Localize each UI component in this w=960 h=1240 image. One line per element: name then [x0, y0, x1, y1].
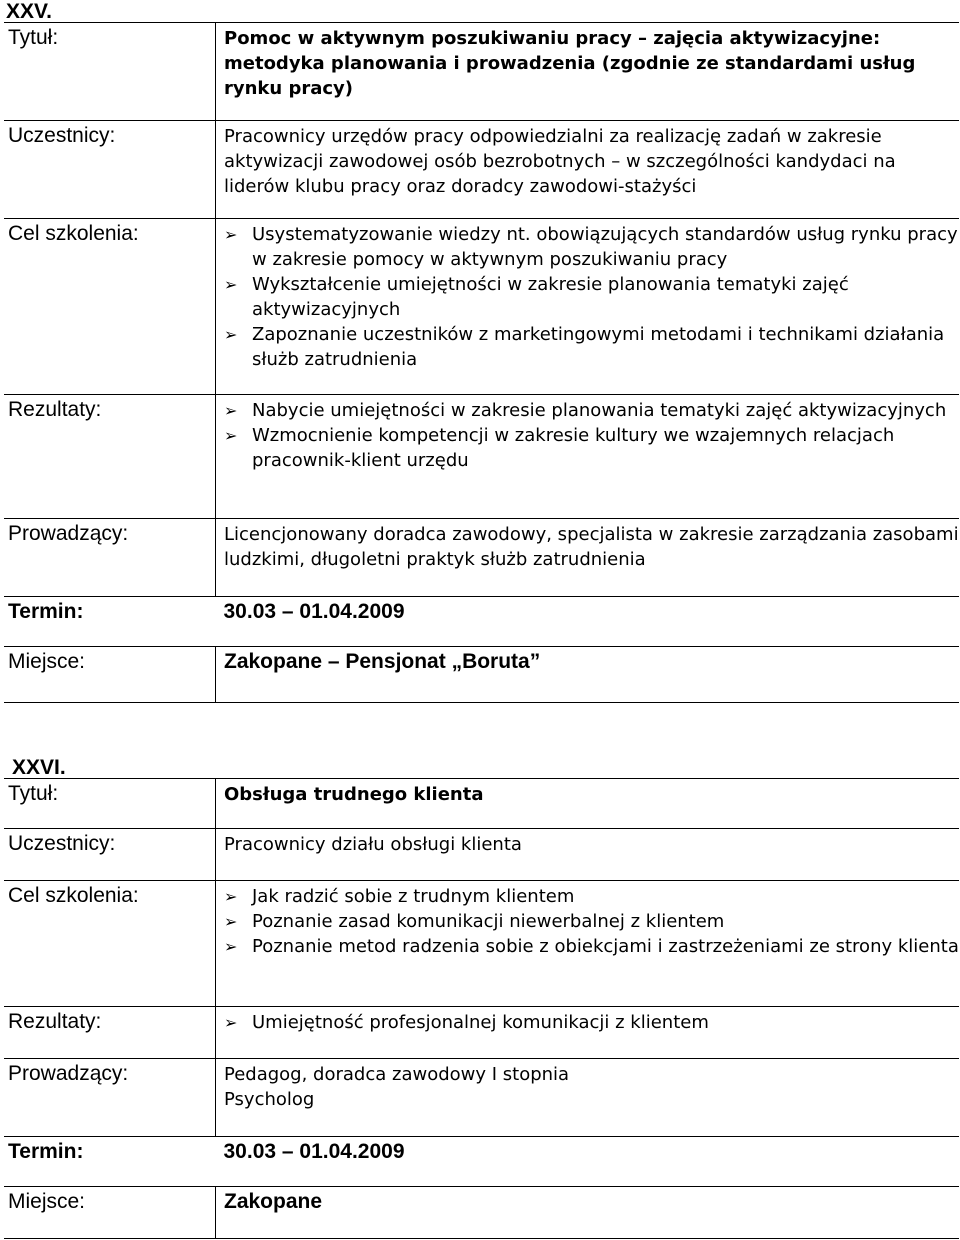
goal-item: ➢ Wykształcenie umiejętności w zakresie planowania tematyki zajęć aktywizacyjnych	[224, 274, 849, 320]
participants-label: Uczestnicy:	[4, 121, 216, 219]
place-label: Miejsce:	[4, 647, 216, 703]
arrow-bullet-icon: ➢	[224, 325, 238, 344]
leader-label: Prowadzący:	[4, 519, 216, 597]
title-label: Tytuł:	[4, 779, 216, 829]
results-label: Rezultaty:	[4, 395, 216, 519]
goal-item: ➢ Usystematyzowanie wiedzy nt. obowiązujących standardów usług rynku pracy w zakresie pomocy w aktywnym poszukiwaniu pracy	[224, 224, 958, 270]
results-list	[224, 398, 959, 473]
result-item: ➢ Nabycie umiejętności w zakresie planowania tematyki zajęć aktywizacyjnych	[224, 400, 947, 421]
leader-label: Prowadzący:	[4, 1059, 216, 1137]
results-list-cell	[216, 1007, 960, 1059]
arrow-bullet-icon: ➢	[224, 937, 238, 956]
results-label: Rezultaty:	[4, 1007, 216, 1059]
result-item: ➢ Wzmocnienie kompetencji w zakresie kultury we wzajemnych relacjach pracownik-klient urzędu	[224, 425, 895, 471]
goal-list	[224, 884, 959, 959]
participants-text: Pracownicy działu obsługi klienta	[224, 834, 522, 855]
date-value: 30.03 – 01.04.2009	[223, 1140, 405, 1163]
title-label: Tytuł:	[4, 23, 216, 121]
arrow-bullet-icon: ➢	[224, 275, 238, 294]
arrow-bullet-icon: ➢	[224, 426, 238, 445]
goal-list-cell	[216, 881, 960, 1007]
goal-item: ➢ Poznanie zasad komunikacji niewerbalnej z klientem	[224, 911, 725, 932]
section-number: XXV.	[6, 0, 52, 23]
participants-label: Uczestnicy:	[4, 829, 216, 881]
leader-line: Psycholog	[224, 1089, 315, 1110]
place-value: Zakopane – Pensjonat „Boruta”	[224, 650, 541, 673]
course-table-xxvi	[4, 778, 959, 1239]
goal-item: ➢ Poznanie metod radzenia sobie z obiekcjami i zastrzeżeniami ze strony klienta	[224, 936, 959, 957]
goal-label: Cel szkolenia:	[4, 881, 216, 1007]
date-label: Termin:	[8, 600, 84, 623]
arrow-bullet-icon: ➢	[224, 1013, 238, 1032]
leader-cell	[216, 1059, 960, 1137]
place-label: Miejsce:	[4, 1187, 216, 1239]
arrow-bullet-icon: ➢	[224, 225, 238, 244]
section-number: XXVI.	[12, 756, 66, 779]
date-label: Termin:	[8, 1140, 84, 1163]
goal-label: Cel szkolenia:	[4, 219, 216, 395]
place-value: Zakopane	[224, 1190, 323, 1213]
leader-text: Licencjonowany doradca zawodowy, specjalista w zakresie zarządzania zasobami ludzkimi, długoletni praktyk służb zatrudnienia	[224, 524, 959, 570]
results-list	[224, 1010, 959, 1035]
date-value: 30.03 – 01.04.2009	[223, 600, 405, 623]
course-title: Obsługa trudnego klienta	[224, 784, 484, 805]
result-item: ➢ Umiejętność profesjonalnej komunikacji z klientem	[224, 1012, 709, 1033]
goal-list-cell	[216, 219, 960, 395]
course-title: Pomoc w aktywnym poszukiwaniu pracy – zajęcia aktywizacyjne: metodyka planowania i prowadzenia (zgodnie ze standardami usług rynku pracy)	[224, 28, 916, 99]
leader-line: Pedagog, doradca zawodowy I stopnia	[224, 1064, 570, 1085]
goal-item: ➢ Jak radzić sobie z trudnym klientem	[224, 886, 575, 907]
results-list-cell	[216, 395, 960, 519]
arrow-bullet-icon: ➢	[224, 887, 238, 906]
course-table-xxv	[4, 22, 959, 703]
arrow-bullet-icon: ➢	[224, 401, 238, 420]
participants-text: Pracownicy urzędów pracy odpowiedzialni za realizację zadań w zakresie aktywizacji zawodowej osób bezrobotnych – w szczególności kandydaci na liderów klubu pracy oraz doradcy zawodowi-stażyści	[224, 126, 896, 197]
goal-list	[224, 222, 959, 372]
arrow-bullet-icon: ➢	[224, 912, 238, 931]
goal-item: ➢ Zapoznanie uczestników z marketingowymi metodami i technikami działania służb zatrudnienia	[224, 324, 945, 370]
